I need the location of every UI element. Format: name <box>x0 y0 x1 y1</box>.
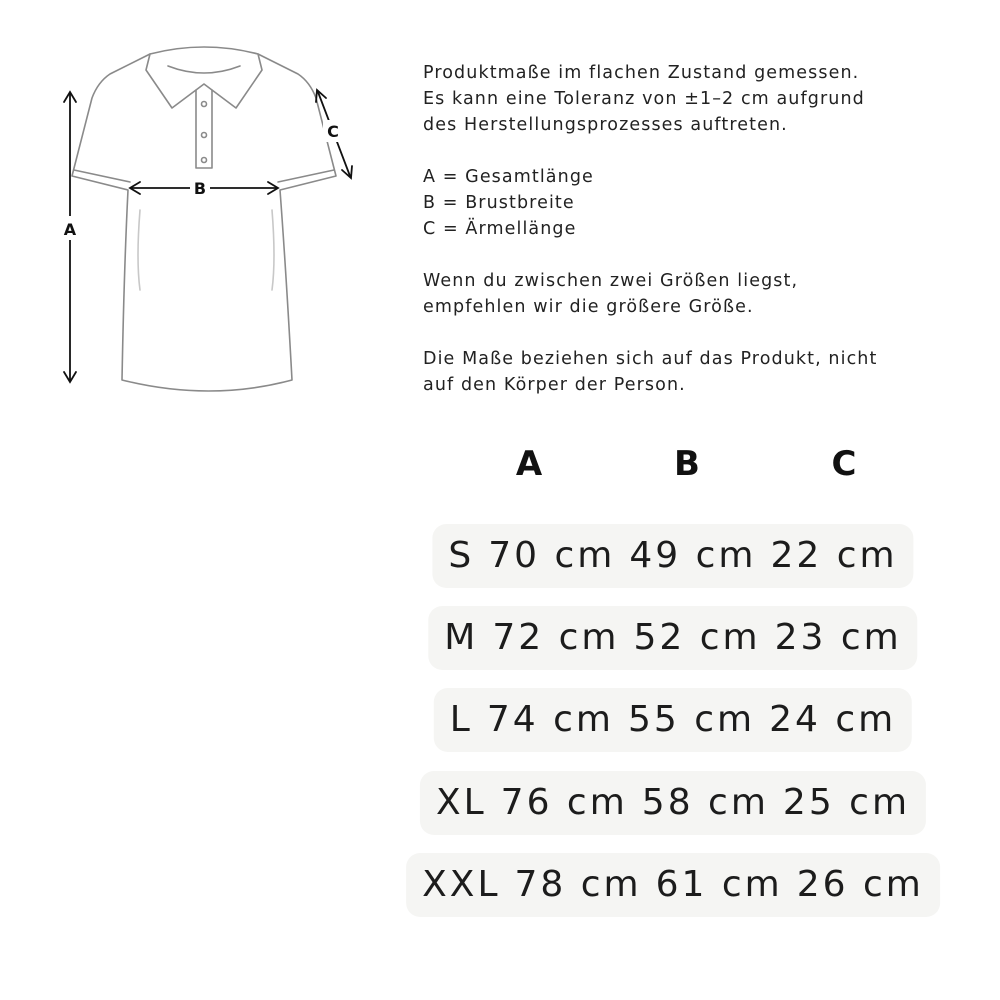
size-table-header <box>0 442 1000 486</box>
chest-width-value: 58 cm <box>641 782 769 823</box>
diagram-label-c: C <box>327 122 339 141</box>
sleeve-length-value: 24 cm <box>769 699 897 740</box>
polo-shirt-diagram <box>40 40 380 410</box>
sleeve-length-value: 23 cm <box>774 617 902 658</box>
column-header-b: B <box>674 444 700 484</box>
size-row-l <box>434 688 912 752</box>
info-line: Produktmaße im flachen Zustand gemessen. <box>423 63 860 83</box>
length-value: 72 cm <box>492 617 620 658</box>
measurement-info <box>423 60 925 398</box>
chest-width-value: 61 cm <box>655 864 783 905</box>
measure-arrows <box>64 90 352 382</box>
chest-width-value: 52 cm <box>633 617 761 658</box>
info-line: Die Maße beziehen sich auf das Produkt, nicht <box>423 349 878 369</box>
diagram-label-a: A <box>63 220 77 239</box>
legend-item-a: A = Gesamtlänge <box>423 167 594 187</box>
legend-item-b: B = Brustbreite <box>423 193 575 213</box>
info-line: des Herstellungsprozesses auftreten. <box>423 115 788 135</box>
size-label: L <box>449 699 473 740</box>
info-line: Wenn du zwischen zwei Größen liegst, <box>423 271 799 291</box>
column-header-c: C <box>831 444 857 484</box>
size-label: S <box>448 535 475 576</box>
size-row-s <box>432 524 913 588</box>
length-value: 74 cm <box>486 699 614 740</box>
polo-shirt-outline <box>72 47 336 391</box>
product-measure-note <box>423 346 925 398</box>
column-header-a: A <box>515 444 543 484</box>
tolerance-note <box>423 60 925 138</box>
length-value: 76 cm <box>500 782 628 823</box>
size-label: XL <box>435 782 487 823</box>
chest-width-value: 55 cm <box>627 699 756 740</box>
size-recommendation <box>423 268 925 320</box>
size-row-xl <box>420 771 926 835</box>
info-line: Es kann eine Toleranz von ±1–2 cm aufgrund <box>423 89 865 109</box>
length-value: 78 cm <box>514 864 642 905</box>
size-label: XXL <box>422 864 501 905</box>
measurement-legend <box>423 164 925 242</box>
sleeve-length-value: 22 cm <box>770 535 898 576</box>
info-line: empfehlen wir die größere Größe. <box>423 297 754 317</box>
size-label: M <box>444 617 479 658</box>
length-value: 70 cm <box>488 535 616 576</box>
sleeve-length-value: 26 cm <box>796 864 924 905</box>
legend-item-c: C = Ärmellänge <box>423 219 577 239</box>
size-row-m <box>428 606 917 670</box>
diagram-label-b: B <box>193 179 207 198</box>
sleeve-length-value: 25 cm <box>782 782 911 823</box>
size-row-xxl <box>406 853 940 917</box>
chest-width-value: 49 cm <box>629 535 757 576</box>
info-line: auf den Körper der Person. <box>423 375 686 395</box>
